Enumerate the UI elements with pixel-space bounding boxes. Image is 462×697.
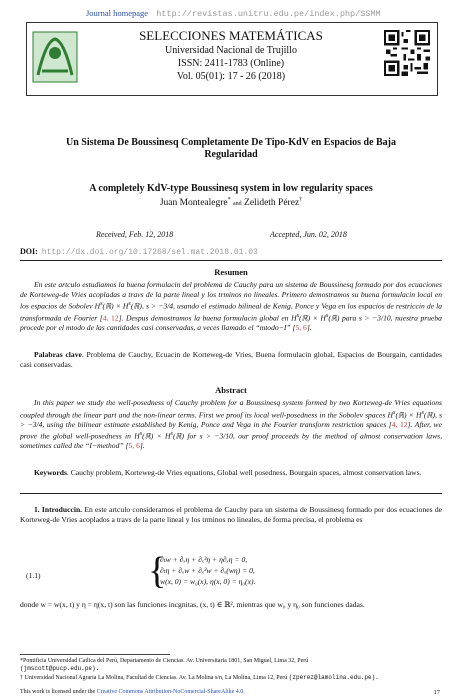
license-link[interactable]: Creative Commons Attribution-NoComercial-ShareAlike 4.0. [96, 689, 245, 695]
homepage-link[interactable]: http://revistas.unitru.edu.pe/index.php/SSMM [156, 9, 381, 19]
sup-s: s [325, 312, 329, 320]
journal-title: SELECCIONES MATEMÁTICAS [139, 28, 323, 43]
intro-text: En este artculo consideramos el problema de Cauchy para un sistema de Boussinesq formado por dos ecuaciones de Korteweg-de Vries acoplados a travs de la parte lineal y los trminos no lineales, de forma precisa, el problema es [20, 505, 442, 524]
resumen-keywords [20, 350, 442, 369]
authors [0, 197, 462, 208]
sup-s: s [170, 430, 173, 438]
university-name: Universidad Nacional de Trujillo [165, 45, 297, 56]
intro-paragraph [20, 505, 442, 524]
citation-link[interactable]: 5, 6 [295, 323, 307, 333]
resumen-text [20, 280, 442, 333]
intro-after-equation: donde w = w(x, t) y η = η(x, t) son las funciones incgnitas, (x, t) ∈ ℝ², mientras que w₀ y η₀ son funciones dadas. [20, 600, 365, 609]
left-brace-icon: { [148, 550, 167, 592]
section-divider [20, 260, 442, 261]
authors-and: and [232, 201, 242, 208]
resumen-text-part: En este artculo estudiamos la buena formulacin del problema de Cauchy para un sistema de Boussinesq formado por dos ecuaciones de Korteweg-de Vries acopladas a travs de la parte lineal y los trminos no lineales. Primero demostramos su buena formulacin local en los espacios de Sobolev H [20, 280, 442, 311]
doi-label: DOI: [20, 247, 38, 256]
sup-s: s [421, 408, 424, 416]
citation-link[interactable]: 4, 12 [391, 419, 408, 429]
article-title-es: Un Sistema De Boussinesq Completamente De Tipo-KdV en Espacios de Baja Regularidad [65, 137, 397, 160]
abstract-text-part: (ℝ) × H [142, 431, 171, 441]
footnote-2-email: (zperez@lamolina.edu.pe). [288, 674, 379, 681]
resumen-text-part: (ℝ), s > −3/4, usando el estimado bilineal de Kenig, Ponce y Vega en los espacios de restriccin de la transformada de Fourier [ [20, 301, 442, 323]
footnote-2 [20, 674, 442, 682]
abstract-text-part: (ℝ) for s > −3/10, our proof proceeds by the method of almost conservation laws, sometimes called the “I−method” [ [20, 431, 442, 451]
abstract-text-part: (ℝ) × H [395, 410, 422, 420]
page-number: 17 [433, 689, 440, 696]
keywords-text: . Problema de Cauchy, Ecuacin de Korteweg-de Vries, Buena formulacin global, Espacios de Bourgain, cantidades casi conservadas. [20, 350, 443, 369]
equation-line-3: w(x, 0) = w₀(x), η(x, 0) = η₀(x). [160, 577, 256, 586]
doi [20, 247, 258, 257]
citation-link[interactable]: 4, 12 [102, 313, 119, 323]
abstract-text-part: (ℝ), s > −3/4, using the bilinear estimate established by Kenig, Ponce and Vega in the Fourier transform restriction spaces [ [20, 410, 443, 429]
abstract-keywords [20, 468, 442, 478]
sup-s: s [296, 312, 300, 320]
abstract-text-part: ]. [139, 441, 145, 451]
footnote-1-text: *Pontificia Universidad Catlica del Perú, Departamento de Ciencias. Av. Universitaria 1801, San Miguel, Lima 32, Perú [20, 658, 309, 664]
equation-line-2: ∂ₜη + ∂ₓw + ∂ₓ³w + ∂ₓ(wη) = 0, [160, 566, 255, 575]
author-1: Juan Montealegre [159, 198, 228, 209]
abstract-text [20, 398, 442, 451]
article-title-en: A completely KdV-type Boussinesq system in low regularity spaces [89, 183, 373, 194]
sup-s: s [128, 300, 131, 308]
footnote-1 [20, 658, 442, 674]
accepted-date: Accepted, Jun. 02, 2018 [270, 230, 347, 239]
sup-s: s [139, 430, 143, 438]
license-prefix: This work is licensed under the [20, 689, 97, 695]
resumen-heading: Resumen [214, 267, 248, 277]
resumen-text-part: (ℝ) × H [299, 313, 326, 323]
resumen-text-part: (ℝ) para s > −3/10, nuestra prueba procede por el mtodo de las cantidades casi conservadas, a veces llamado el “mtodo−I” [ [20, 313, 442, 333]
volume-info: Vol. 05(01): 17 - 26 (2018) [176, 71, 286, 82]
author-mark-2: † [299, 197, 303, 203]
author-mark-1: * [227, 197, 231, 203]
abstract-text-part: ]. After, we prove the global well-posedness in H [20, 419, 442, 441]
keywords-label: Palabras clave [34, 350, 82, 359]
resumen-text-part: (ℝ) × H [102, 301, 129, 311]
author-2: Zelideth Pérez [244, 198, 300, 209]
abstract-text-part: In this paper we study the well-posedness of Cauchy problem for a Boussinesq system formed by two Korteweg-de Vries equations coupled through the linear part and the non-linear terms. First we proof its local well-posedness in the Sobolev spaces H [20, 398, 442, 420]
citation-link[interactable]: 5, 6 [128, 441, 140, 451]
issn: ISSN: 2411-1783 (Online) [177, 58, 285, 69]
homepage-label: Journal homepage [86, 8, 149, 18]
equation-label: (1.1) [26, 571, 41, 580]
footnote-1-email: (jmscott@pucp.edu.pe). [20, 665, 100, 673]
resumen-text-part: ]. Despus demostramos la buena formulacin global en H [118, 313, 297, 323]
footnote-2-text: † Universidad Nacional Agraria La Molina, Facultad de Ciencias. Av. La Molina s/n, La Molina, Lima 12, Perú [20, 675, 288, 681]
sup-s: s [392, 408, 396, 416]
footnote-rule [20, 654, 170, 655]
resumen-text-part: ]. [306, 323, 312, 333]
keywords-text: . Cauchy problem, Korteweg-de Vries equations, Global well posedness, Bourgain spaces, almost conservation laws. [66, 468, 422, 477]
equation-line-1: ∂ₜw + ∂ₓη + ∂ₓ³η + η∂ₓη = 0, [160, 555, 248, 564]
section-divider [20, 493, 442, 494]
intro-heading: 1. Introduccin. [34, 505, 83, 514]
keywords-label: Keywords [34, 468, 67, 477]
received-date: Received, Feb. 12, 2018 [96, 230, 174, 239]
abstract-heading: Abstract [215, 385, 247, 395]
sup-s: s [100, 300, 103, 308]
doi-link[interactable]: http://dx.doi.org/10.17268/sel.mat.2018.01.03 [41, 248, 258, 257]
journal-homepage [86, 8, 381, 19]
